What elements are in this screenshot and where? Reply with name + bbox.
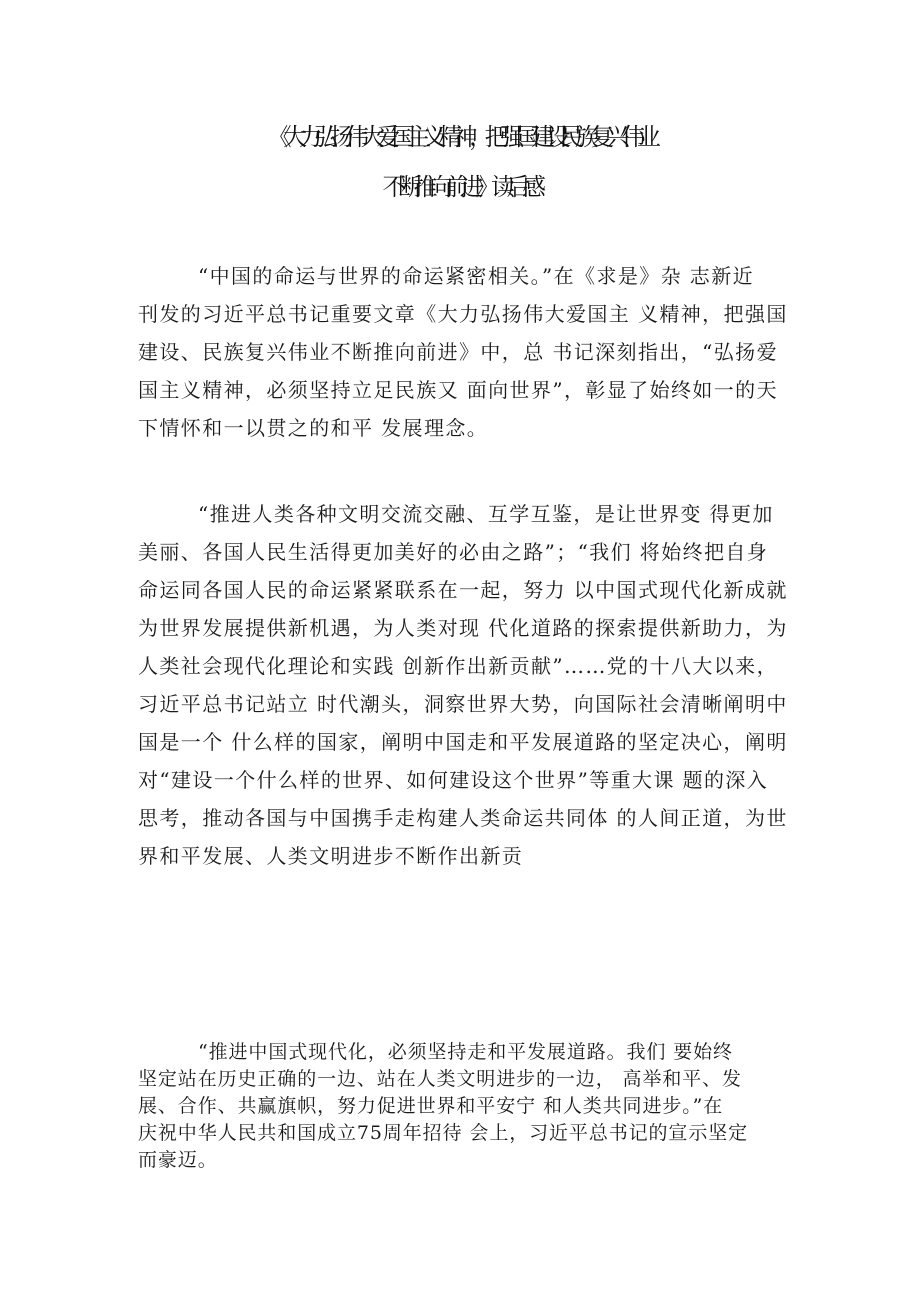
paragraph-2 xyxy=(138,495,793,875)
paragraph-3-line: 而豪迈。 xyxy=(138,1149,218,1171)
paragraph-1-line: 刊发的习近平总书记重要文章《大力弘扬伟大爱国主 义精神，把强国 xyxy=(138,302,788,326)
paragraph-2-line: “推进人类各种文明交流交融、互学互鉴，是让世界变 得更加 xyxy=(198,502,774,526)
paragraph-1-line: “中国的命运与世界的命运紧密相关。”在《求是》杂 志新近 xyxy=(198,264,755,288)
paragraph-2-line: 人类社会现代化理论和实践 创新作出新贡献”……党的十八大以来， xyxy=(138,654,778,678)
paragraph-2-line: 美丽、各国人民生活得更加美好的必由之路”；“我们 将始终把自身 xyxy=(138,540,769,564)
paragraph-2-line: 为世界发展提供新机遇，为人类对现 代化道路的探索提供新助力，为 xyxy=(138,616,788,640)
paragraph-2-line: 界和平发展、人类文明进步不断作出新贡 xyxy=(138,844,524,868)
paragraph-3 xyxy=(138,1039,793,1174)
paragraph-1-line: 建设、民族复兴伟业不断推向前进》中，总 书记深刻指出，“弘扬爱 xyxy=(138,340,778,364)
paragraph-2-line: 国是一个 什么样的国家，阐明中国走和平发展道路的坚定决心，阐明 xyxy=(138,730,788,754)
paragraph-3-line: 坚定站在历史正确的一边、站在人类文明进步的一边， 高举和平、发 xyxy=(138,1068,742,1090)
document-title-line-2: 不断推向前进》读后感 xyxy=(382,173,538,201)
paragraph-3-line: 展、合作、共赢旗帜，努力促进世界和平安宁 和人类共同进步。”在 xyxy=(138,1095,724,1117)
paragraph-1 xyxy=(138,257,793,447)
paragraph-1-line: 下情怀和一以贯之的和平 发展理念。 xyxy=(138,416,489,440)
paragraph-1-line: 国主义精神，必须坚持立足民族又 面向世界”，彰显了始终如一的天 xyxy=(138,378,778,402)
paragraph-3-line: “推进中国式现代化，必须坚持走和平发展道路。我们 要始终 xyxy=(198,1041,733,1063)
paragraph-2-line: 思考，推动各国与中国携手走构建人类命运共同体 的人间正道，为世 xyxy=(138,806,788,830)
paragraph-2-line: 对“建设一个什么样的世界、如何建设这个世界”等重大课 题的深入 xyxy=(138,768,769,792)
document-title-line-1: 《大力弘扬伟大爱国主义精神，把强国建设' 民族复兴伟业 xyxy=(267,123,653,151)
paragraph-3-line: 庆祝中华人民共和国成立75周年招待 会上，习近平总书记的宣示坚定 xyxy=(138,1122,749,1144)
paragraph-2-line: 习近平总书记站立 时代潮头，洞察世界大势，向国际社会清晰阐明中 xyxy=(138,692,788,716)
paragraph-2-line: 命运同各国人民的命运紧紧联系在一起，努力 以中国式现代化新成就 xyxy=(138,578,788,602)
